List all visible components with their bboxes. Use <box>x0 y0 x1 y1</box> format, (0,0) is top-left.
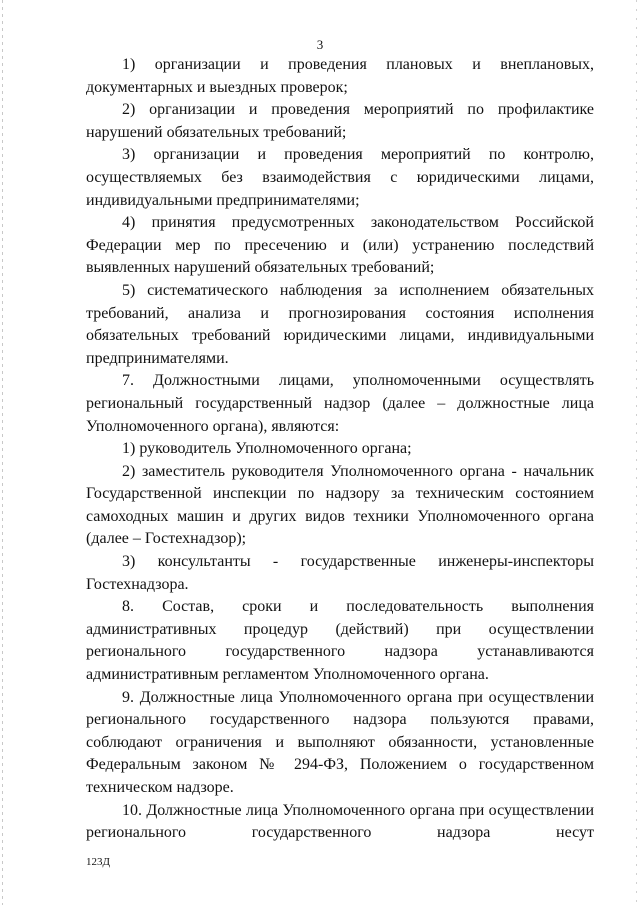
paragraph-officer-2: 2) заместитель руководителя Уполномоченного органа - начальник Государственной инспекции по надзору за техническим состоянием самоходных машин и других видов техники Уполномоченного органа (далее – Гостехнадзор); <box>86 462 594 548</box>
paragraph-section-7: 7. Должностными лицами, уполномоченными осуществлять региональный государственный надзор (далее – должностные лица Уполномоченного органа), являются: <box>86 372 594 435</box>
document-body <box>86 54 594 845</box>
paragraph-item-5: 5) систематического наблюдения за исполнением обязательных требований, анализа и прогнозирования состояния исполнения обязательных требований юридическими лицами, индивидуальными предпринимателями. <box>86 281 594 367</box>
paragraph-item-1: 1) организации и проведения плановых и внеплановых, документарных и выездных проверок; <box>86 56 594 96</box>
paragraph-item-2: 2) организации и проведения мероприятий по профилактике нарушений обязательных требований; <box>86 101 594 141</box>
paragraph-item-4: 4) принятия предусмотренных законодательством Российской Федерации мер по пресечению и (или) устранению последствий выявленных нарушений обязательных требований; <box>86 214 594 277</box>
scan-edge-right <box>636 0 637 905</box>
paragraph-section-10: 10. Должностные лица Уполномоченного органа при осуществлении регионального государственного надзора несут <box>86 801 594 842</box>
paragraph-officer-3: 3) консультанты - государственные инженеры-инспекторы Гостехнадзора. <box>86 553 594 593</box>
page-number: 3 <box>316 37 324 52</box>
paragraph-item-3: 3) организации и проведения мероприятий по контролю, осуществляемых без взаимодействия с юридическими лицами, индивидуальными предпринимателями; <box>86 146 594 209</box>
scan-edge-left <box>2 0 3 905</box>
paragraph-officer-1: 1) руководитель Уполномоченного органа; <box>122 440 412 458</box>
paragraph-section-9: 9. Должностные лица Уполномоченного органа при осуществлении регионального государственного надзора пользуются правами, соблюдают ограничения и выполняют обязанности, установленные Федеральным законом № 294-ФЗ, Положением о государственном техническом надзоре. <box>86 688 594 796</box>
paragraph-section-8: 8. Состав, сроки и последовательность выполнения административных процедур (действий) при осуществлении регионального государственного надзора устанавливаются административным регламентом Уполномоченного органа. <box>86 598 594 684</box>
footer-code: 123Д <box>86 856 111 868</box>
